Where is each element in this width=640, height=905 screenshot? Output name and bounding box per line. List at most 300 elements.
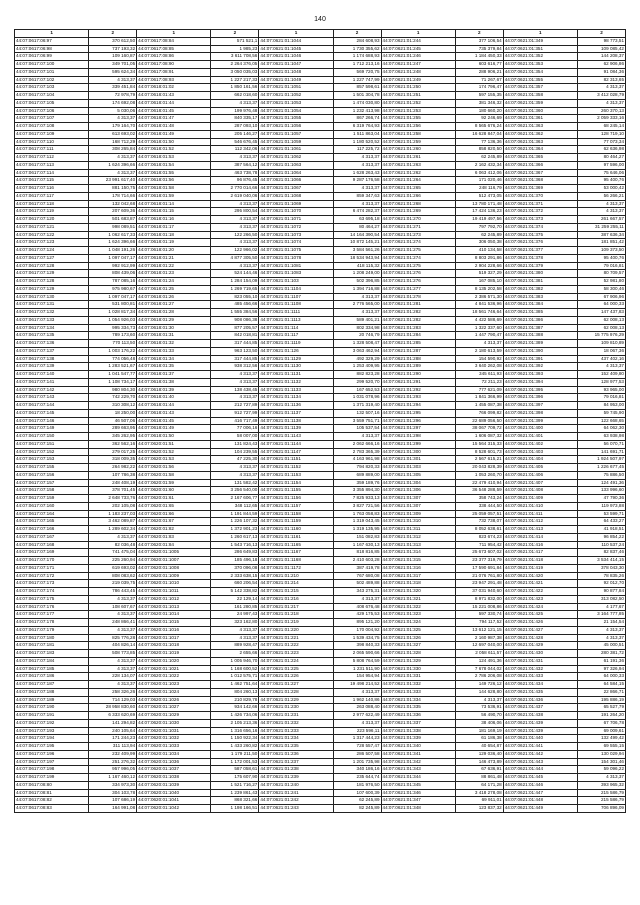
cadastral-value-cell: 3 462 089,87 bbox=[89, 518, 137, 526]
cadastral-number-cell: 44:07:0621:01:328 bbox=[381, 650, 455, 658]
cadastral-value-cell: 56 266,21 bbox=[577, 192, 625, 200]
cadastral-number-cell: 44:07:0620:01:67 bbox=[137, 518, 211, 526]
cadastral-number-cell: 44:07:0617:07:188 bbox=[15, 688, 89, 696]
cadastral-number-cell: 44:07:0617:07:165 bbox=[15, 518, 89, 526]
table-row bbox=[15, 45, 626, 53]
cadastral-value-cell: 128 719,10 bbox=[577, 130, 625, 138]
cadastral-number-cell: 44:07:0621:01:396 bbox=[503, 394, 577, 402]
cadastral-value-cell: 882 823,28 bbox=[333, 371, 381, 379]
cadastral-number-cell: 44:07:0618:01:15 bbox=[137, 208, 211, 216]
cadastral-value-cell: 4 313,37 bbox=[89, 665, 137, 673]
cadastral-value-cell: 2 059 333,16 bbox=[577, 115, 625, 123]
table-row bbox=[15, 332, 626, 340]
table-row bbox=[15, 456, 626, 464]
cadastral-number-cell: 44:07:0621:01:1154 bbox=[259, 479, 333, 487]
cadastral-value-cell: 345 262,95 bbox=[89, 433, 137, 441]
cadastral-number-cell: 44:07:0621:01:394 bbox=[503, 378, 577, 386]
table-row bbox=[15, 154, 626, 162]
cadastral-number-cell: 44:07:0621:01:255 bbox=[381, 115, 455, 123]
cadastral-value-cell: 2 619 040,06 bbox=[211, 192, 259, 200]
cadastral-value-cell: 144 628,80 bbox=[455, 688, 503, 696]
cadastral-number-cell: 44:07:0621:01:383 bbox=[503, 293, 577, 301]
cadastral-number-cell: 44:07:0621:01:1061 bbox=[259, 146, 333, 154]
cadastral-value-cell: 1 730 355,62 bbox=[333, 45, 381, 53]
cadastral-value-cell: 4 841 536,96 bbox=[455, 301, 503, 309]
cadastral-value-cell: 20 746,79 bbox=[333, 332, 381, 340]
cadastral-value-cell: 4 313,37 bbox=[89, 154, 137, 162]
cadastral-number-cell: 44:07:0621:01:432 bbox=[503, 665, 577, 673]
cadastral-value-cell: 14 164 390,54 bbox=[333, 231, 381, 239]
cadastral-number-cell: 44:07:0621:01:1108 bbox=[259, 301, 333, 309]
cadastral-number-cell: 44:07:0620:01:1040 bbox=[137, 789, 211, 797]
cadastral-number-cell: 44:07:0621:01:1044 bbox=[259, 37, 333, 45]
cadastral-value-cell: 1 763 058,83 bbox=[333, 510, 381, 518]
cadastral-value-cell: 22 129,14 bbox=[211, 595, 259, 603]
cadastral-value-cell: 248 866,41 bbox=[89, 619, 137, 627]
cadastral-value-cell: 210 829,78 bbox=[211, 696, 259, 704]
cadastral-number-cell: 44:07:0621:01:354 bbox=[503, 68, 577, 76]
cadastral-number-cell: 44:07:0621:01:294 bbox=[381, 402, 455, 410]
cadastral-number-cell: 44:07:0618:01:21 bbox=[137, 254, 211, 262]
cadastral-number-cell: 44:07:0621:01:414 bbox=[503, 533, 577, 541]
cadastral-number-cell: 44:07:0621:01:271 bbox=[381, 223, 455, 231]
cadastral-value-cell: 1 319 043,45 bbox=[333, 518, 381, 526]
cadastral-value-cell: 38 067 709,72 bbox=[455, 425, 503, 433]
cadastral-number-cell: 44:07:0617:07:184 bbox=[15, 657, 89, 665]
cadastral-number-cell: 44:07:0617:07:145 bbox=[15, 409, 89, 417]
cadastral-value-cell: 310 308,12 bbox=[89, 402, 137, 410]
table-row bbox=[15, 355, 626, 363]
cadastral-value-cell: 53 000,42 bbox=[577, 185, 625, 193]
cadastral-value-cell: 96 876,45 bbox=[211, 177, 259, 185]
cadastral-number-cell: 44:07:0617:08:86 bbox=[137, 53, 211, 61]
cadastral-value-cell: 786 443,45 bbox=[89, 588, 137, 596]
cadastral-number-cell: 44:07:0621:01:340 bbox=[381, 743, 455, 751]
cadastral-number-cell: 44:07:0617:07:160 bbox=[15, 502, 89, 510]
cadastral-value-cell: 8 135 202,58 bbox=[455, 285, 503, 293]
cadastral-value-cell: 3 412 028,79 bbox=[577, 92, 625, 100]
cadastral-number-cell: 44:07:0621:01:282 bbox=[381, 316, 455, 324]
cadastral-value-cell: 662 018,60 bbox=[211, 92, 259, 100]
cadastral-number-cell: 44:07:0621:01:437 bbox=[503, 704, 577, 712]
cadastral-number-cell: 44:07:0617:07:114 bbox=[15, 169, 89, 177]
cadastral-value-cell: 3 164 777,85 bbox=[577, 611, 625, 619]
cadastral-value-cell: 79 016,81 bbox=[577, 262, 625, 270]
cadastral-number-cell: 44:07:0618:01:54 bbox=[137, 161, 211, 169]
cadastral-number-cell: 44:07:0621:01:260 bbox=[381, 146, 455, 154]
cadastral-value-cell: 18 067,36 bbox=[577, 347, 625, 355]
cadastral-number-cell: 44:07:0621:01:398 bbox=[503, 409, 577, 417]
cadastral-number-cell: 44:07:0618:01:43 bbox=[137, 409, 211, 417]
cadastral-value-cell: 12 697 040,00 bbox=[455, 642, 503, 650]
cadastral-value-cell: 4 313,37 bbox=[211, 262, 259, 270]
cadastral-number-cell: 44:07:0621:01:235 bbox=[259, 743, 333, 751]
cadastral-value-cell: 141 294,82 bbox=[89, 719, 137, 727]
cadastral-number-cell: 44:07:0621:01:1056 bbox=[259, 123, 333, 131]
cadastral-number-cell: 44:07:0621:01:333 bbox=[381, 688, 455, 696]
cadastral-value-cell: 207 609,36 bbox=[89, 208, 137, 216]
cadastral-value-cell: 501 683,87 bbox=[89, 216, 137, 224]
cadastral-value-cell: 77 073,34 bbox=[577, 138, 625, 146]
cadastral-value-cell: 418 115,32 bbox=[333, 262, 381, 270]
cadastral-value-cell: 295 800,54 bbox=[211, 208, 259, 216]
cadastral-number-cell: 44:07:0617:07:173 bbox=[15, 580, 89, 588]
cadastral-value-cell: 223 596,11 bbox=[333, 727, 381, 735]
cadastral-value-cell: 96 854,22 bbox=[577, 533, 625, 541]
column-header: 1 bbox=[15, 30, 89, 38]
cadastral-number-cell: 44:07:0618:01:59 bbox=[137, 192, 211, 200]
table-row bbox=[15, 564, 626, 572]
cadastral-value-cell: 71 267,67 bbox=[455, 76, 503, 84]
cadastral-value-cell: 8 803 291,86 bbox=[455, 254, 503, 262]
cadastral-number-cell: 44:07:0621:01:341 bbox=[381, 750, 455, 758]
cadastral-number-cell: 44:07:0621:01:349 bbox=[503, 37, 577, 45]
cadastral-value-cell: 1 053 260,70 bbox=[455, 471, 503, 479]
cadastral-number-cell: 44:07:0621:01:377 bbox=[503, 247, 577, 255]
cadastral-value-cell: 122 668,65 bbox=[577, 417, 625, 425]
cadastral-value-cell: 4 313,37 bbox=[333, 433, 381, 441]
cadastral-number-cell: 44:07:0621:01:1072 bbox=[259, 223, 333, 231]
cadastral-number-cell: 44:07:0621:01:369 bbox=[503, 185, 577, 193]
cadastral-number-cell: 44:07:0620:01:1005 bbox=[137, 549, 211, 557]
cadastral-number-cell: 44:07:0620:01:1018 bbox=[137, 642, 211, 650]
cadastral-number-cell: 44:07:0617:07:191 bbox=[15, 712, 89, 720]
cadastral-number-cell: 44:07:0621:01:1074 bbox=[259, 239, 333, 247]
cadastral-value-cell: 531 800,81 bbox=[89, 301, 137, 309]
cadastral-number-cell: 44:07:0621:01:449 bbox=[503, 805, 577, 813]
cadastral-number-cell: 44:07:0621:01:258 bbox=[381, 130, 455, 138]
cadastral-value-cell: 998 089,51 bbox=[89, 223, 137, 231]
cadastral-number-cell: 44:07:0620:01:1027 bbox=[137, 704, 211, 712]
cadastral-number-cell: 44:07:0621:01:1078 bbox=[259, 254, 333, 262]
cadastral-number-cell: 44:07:0621:01:1063 bbox=[259, 161, 333, 169]
cadastral-number-cell: 44:07:0620:01:1023 bbox=[137, 681, 211, 689]
cadastral-number-cell: 44:07:0620:01:1038 bbox=[137, 774, 211, 782]
cadastral-value-cell: 1 924 507,97 bbox=[577, 456, 625, 464]
cadastral-number-cell: 44:07:0618:01:39 bbox=[137, 386, 211, 394]
cadastral-number-cell: 44:07:0618:01:27 bbox=[137, 301, 211, 309]
cadastral-number-cell: 44:07:0621:01:1051 bbox=[259, 84, 333, 92]
cadastral-number-cell: 44:07:0621:01:327 bbox=[381, 642, 455, 650]
cadastral-number-cell: 44:07:0621:01:1157 bbox=[259, 502, 333, 510]
cadastral-number-cell: 44:07:0621:01:1081 bbox=[259, 262, 333, 270]
cadastral-number-cell: 44:07:0621:01:117 bbox=[259, 332, 333, 340]
cadastral-number-cell: 44:07:0621:01:1047 bbox=[259, 61, 333, 69]
cadastral-number-cell: 44:07:0617:07:129 bbox=[15, 285, 89, 293]
cadastral-number-cell: 44:07:0621:01:221 bbox=[259, 634, 333, 642]
cadastral-number-cell: 44:07:0621:01:427 bbox=[503, 626, 577, 634]
cadastral-value-cell: 306 050,38 bbox=[455, 239, 503, 247]
cadastral-value-cell: 1 226 677,45 bbox=[577, 464, 625, 472]
cadastral-value-cell: 4 313,37 bbox=[333, 161, 381, 169]
cadastral-number-cell: 44:07:0621:01:1138 bbox=[259, 417, 333, 425]
cadastral-value-cell: 741 475,04 bbox=[89, 549, 137, 557]
cadastral-value-cell: 131 824,43 bbox=[211, 440, 259, 448]
cadastral-number-cell: 44:07:0621:01:433 bbox=[503, 673, 577, 681]
cadastral-number-cell: 44:07:0621:01:304 bbox=[381, 479, 455, 487]
cadastral-number-cell: 44:07:0620:01:1029 bbox=[137, 712, 211, 720]
cadastral-value-cell: 195 886,19 bbox=[577, 696, 625, 704]
cadastral-number-cell: 44:07:0620:01:1014 bbox=[137, 611, 211, 619]
cadastral-value-cell: 123 837,32 bbox=[455, 805, 503, 813]
cadastral-number-cell: 44:07:0621:01:301 bbox=[381, 456, 455, 464]
cadastral-value-cell: 3 534 414,15 bbox=[577, 557, 625, 565]
cadastral-value-cell: 387 419,78 bbox=[333, 564, 381, 572]
cadastral-value-cell: 4 313,37 bbox=[211, 471, 259, 479]
cadastral-value-cell: 313 082,50 bbox=[577, 595, 625, 603]
cadastral-number-cell: 44:07:0618:01:43 bbox=[137, 92, 211, 100]
cadastral-value-cell: 56 070,71 bbox=[577, 440, 625, 448]
cadastral-number-cell: 44:07:0621:01:320 bbox=[381, 588, 455, 596]
cadastral-number-cell: 44:07:0617:07:103 bbox=[15, 84, 89, 92]
table-row bbox=[15, 549, 626, 557]
cadastral-value-cell: 613 693,02 bbox=[89, 130, 137, 138]
cadastral-value-cell: 93 965,00 bbox=[577, 386, 625, 394]
cadastral-value-cell: 82 313,65 bbox=[577, 76, 625, 84]
column-header: 1 bbox=[381, 30, 455, 38]
cadastral-number-cell: 44:07:0621:01:345 bbox=[381, 781, 455, 789]
cadastral-value-cell: 168 712,29 bbox=[89, 138, 137, 146]
cadastral-value-cell: 82 245,89 bbox=[333, 805, 381, 813]
cadastral-number-cell: 44:07:0621:01:385 bbox=[503, 309, 577, 317]
cadastral-number-cell: 44:07:0621:01:311 bbox=[381, 526, 455, 534]
cadastral-value-cell: 2 162 432,34 bbox=[455, 161, 503, 169]
cadastral-value-cell: 75 886,50 bbox=[577, 471, 625, 479]
cadastral-number-cell: 44:07:0621:01:237 bbox=[259, 758, 333, 766]
table-row bbox=[15, 239, 626, 247]
cadastral-value-cell: 1 462 751,64 bbox=[211, 681, 259, 689]
cadastral-number-cell: 44:07:0617:07:139 bbox=[15, 363, 89, 371]
column-header: 2 bbox=[455, 30, 503, 38]
cadastral-value-cell: 225 260,94 bbox=[89, 557, 137, 565]
cadastral-value-cell: 3 611 708,56 bbox=[211, 53, 259, 61]
cadastral-number-cell: 44:07:0617:07:102 bbox=[15, 76, 89, 84]
cadastral-number-cell: 44:07:0620:01:1015 bbox=[137, 619, 211, 627]
cadastral-number-cell: 44:07:0618:01:53 bbox=[137, 154, 211, 162]
cadastral-value-cell: 359 189,76 bbox=[333, 479, 381, 487]
cadastral-number-cell: 44:07:0621:01:412 bbox=[503, 518, 577, 526]
cadastral-number-cell: 44:07:0617:07:140 bbox=[15, 371, 89, 379]
cadastral-value-cell: 393 965,32 bbox=[577, 781, 625, 789]
cadastral-value-cell: 109 085,42 bbox=[577, 45, 625, 53]
cadastral-number-cell: 44:07:0618:01:44 bbox=[137, 402, 211, 410]
cadastral-value-cell: 4 877 305,50 bbox=[211, 254, 259, 262]
cadastral-number-cell: 44:07:0621:01:275 bbox=[381, 262, 455, 270]
cadastral-value-cell: 4 313,37 bbox=[577, 634, 625, 642]
cadastral-number-cell: 44:07:0621:01:217 bbox=[259, 603, 333, 611]
cadastral-value-cell: 228 134,07 bbox=[89, 673, 137, 681]
column-header: 2 bbox=[211, 30, 259, 38]
table-row bbox=[15, 572, 626, 580]
cadastral-number-cell: 44:07:0621:01:318 bbox=[381, 580, 455, 588]
cadastral-value-cell: 1 371 319,40 bbox=[333, 402, 381, 410]
cadastral-value-cell: 1 319 135,95 bbox=[333, 526, 381, 534]
cadastral-number-cell: 44:07:0618:01:52 bbox=[137, 146, 211, 154]
cadastral-value-cell: 3 355 894,30 bbox=[333, 487, 381, 495]
cadastral-number-cell: 44:07:0621:01:1147 bbox=[259, 448, 333, 456]
cadastral-number-cell: 44:07:0621:01:360 bbox=[503, 107, 577, 115]
cadastral-number-cell: 44:07:0617:07:146 bbox=[15, 417, 89, 425]
cadastral-number-cell: 44:07:0621:01:268 bbox=[381, 200, 455, 208]
cadastral-value-cell: 97 326,94 bbox=[577, 665, 625, 673]
table-row bbox=[15, 657, 626, 665]
table-row bbox=[15, 278, 626, 286]
cadastral-number-cell: 44:07:0617:07:199 bbox=[15, 774, 89, 782]
cadastral-value-cell: 825 776,28 bbox=[89, 634, 137, 642]
cadastral-number-cell: 44:07:0621:01:338 bbox=[381, 727, 455, 735]
cadastral-number-cell: 44:07:0621:01:1083 bbox=[259, 270, 333, 278]
cadastral-value-cell: 589 401,21 bbox=[333, 316, 381, 324]
cadastral-value-cell: 1 394 716,88 bbox=[333, 285, 381, 293]
cadastral-value-cell: 1 322 337,60 bbox=[455, 324, 503, 332]
cadastral-value-cell: 524 144,46 bbox=[211, 270, 259, 278]
table-row bbox=[15, 402, 626, 410]
cadastral-number-cell: 44:07:0620:01:1007 bbox=[137, 557, 211, 565]
cadastral-value-cell: 107 600,39 bbox=[333, 789, 381, 797]
cadastral-value-cell: 161 280,85 bbox=[211, 603, 259, 611]
cadastral-number-cell: 44:07:0621:01:429 bbox=[503, 642, 577, 650]
cadastral-value-cell: 2 786 206,08 bbox=[455, 673, 503, 681]
cadastral-number-cell: 44:07:0621:01:126 bbox=[259, 347, 333, 355]
cadastral-value-cell: 4 313,37 bbox=[577, 84, 625, 92]
cadastral-value-cell: 80 464,27 bbox=[577, 154, 625, 162]
cadastral-value-cell: 387 564,12 bbox=[211, 161, 259, 169]
cadastral-value-cell: 1 253 409,95 bbox=[333, 363, 381, 371]
cadastral-value-cell: 1 167 630,13 bbox=[333, 541, 381, 549]
cadastral-value-cell: 4 177,67 bbox=[577, 603, 625, 611]
cadastral-number-cell: 44:07:0621:01:314 bbox=[381, 549, 455, 557]
cadastral-number-cell: 44:07:0621:01:1104 bbox=[259, 285, 333, 293]
cadastral-value-cell: 52 981,80 bbox=[577, 278, 625, 286]
cadastral-value-cell: 338 444,50 bbox=[455, 502, 503, 510]
cadastral-value-cell: 895 121,20 bbox=[333, 619, 381, 627]
cadastral-number-cell: 44:07:0621:01:440 bbox=[503, 735, 577, 743]
table-row bbox=[15, 766, 626, 774]
cadastral-number-cell: 44:07:0617:07:177 bbox=[15, 611, 89, 619]
cadastral-number-cell: 44:07:0621:01:1167 bbox=[259, 549, 333, 557]
cadastral-number-cell: 44:07:0621:01:423 bbox=[503, 595, 577, 603]
cadastral-number-cell: 44:07:0621:01:447 bbox=[503, 789, 577, 797]
cadastral-value-cell: 1 028 817,34 bbox=[89, 309, 137, 317]
cadastral-number-cell: 44:07:0621:01:103 bbox=[259, 278, 333, 286]
cadastral-value-cell: 912 727,99 bbox=[211, 409, 259, 417]
cadastral-value-cell: 1 712 213,16 bbox=[333, 61, 381, 69]
cadastral-number-cell: 44:07:0617:07:112 bbox=[15, 154, 89, 162]
cadastral-number-cell: 44:07:0617:07:143 bbox=[15, 394, 89, 402]
cadastral-number-cell: 44:07:0620:01:1020 bbox=[137, 657, 211, 665]
cadastral-number-cell: 44:07:0617:07:117 bbox=[15, 192, 89, 200]
cadastral-value-cell: 362 562,16 bbox=[89, 440, 137, 448]
cadastral-value-cell: 62 245,89 bbox=[455, 231, 503, 239]
cadastral-number-cell: 44:07:0621:01:391 bbox=[503, 355, 577, 363]
cadastral-value-cell: 171 020,46 bbox=[455, 177, 503, 185]
cadastral-value-cell: 108 607,67 bbox=[89, 603, 137, 611]
cadastral-number-cell: 44:07:0621:01:232 bbox=[259, 719, 333, 727]
cadastral-value-cell: 3 050 035,03 bbox=[211, 68, 259, 76]
cadastral-number-cell: 44:07:0620:01:1034 bbox=[137, 750, 211, 758]
table-row bbox=[15, 696, 626, 704]
table-row bbox=[15, 371, 626, 379]
cadastral-number-cell: 44:07:0617:07:110 bbox=[15, 138, 89, 146]
cadastral-value-cell: 69 009,61 bbox=[577, 727, 625, 735]
cadastral-value-cell: 1 850 161,56 bbox=[211, 84, 259, 92]
cadastral-number-cell: 44:07:0621:01:1143 bbox=[259, 433, 333, 441]
cadastral-number-cell: 44:07:0618:01:17 bbox=[137, 223, 211, 231]
table-row bbox=[15, 200, 626, 208]
cadastral-value-cell: 288 906,21 bbox=[455, 68, 503, 76]
cadastral-value-cell: 1 108 734,17 bbox=[89, 378, 137, 386]
cadastral-number-cell: 44:07:0621:01:231 bbox=[259, 712, 333, 720]
cadastral-value-cell: 4 313,37 bbox=[211, 154, 259, 162]
cadastral-value-cell: 378 701,45 bbox=[89, 487, 137, 495]
cadastral-value-cell: 286 507,58 bbox=[333, 750, 381, 758]
cadastral-number-cell: 44:07:0621:01:256 bbox=[381, 123, 455, 131]
cadastral-number-cell: 44:07:0618:01:40 bbox=[137, 394, 211, 402]
cadastral-value-cell: 2 180 613,59 bbox=[455, 347, 503, 355]
cadastral-number-cell: 44:07:0621:01:315 bbox=[381, 557, 455, 565]
cadastral-value-cell: 22 479 410,94 bbox=[455, 479, 503, 487]
cadastral-number-cell: 44:07:0617:07:157 bbox=[15, 479, 89, 487]
table-row bbox=[15, 425, 626, 433]
cadastral-number-cell: 44:07:0617:07:109 bbox=[15, 130, 89, 138]
cadastral-value-cell: 485 456,66 bbox=[211, 301, 259, 309]
cadastral-value-cell: 840 335,17 bbox=[211, 115, 259, 123]
cadastral-value-cell: 378 043,30 bbox=[577, 564, 625, 572]
cadastral-value-cell: 25 059 057,51 bbox=[455, 510, 503, 518]
cadastral-value-cell: 2 167 606,77 bbox=[211, 495, 259, 503]
cadastral-number-cell: 44:07:0621:01:413 bbox=[503, 526, 577, 534]
cadastral-number-cell: 44:07:0618:01:31 bbox=[137, 332, 211, 340]
cadastral-value-cell: 78 835,26 bbox=[577, 572, 625, 580]
cadastral-number-cell: 44:07:0617:07:121 bbox=[15, 223, 89, 231]
table-row bbox=[15, 76, 626, 84]
cadastral-number-cell: 44:07:0617:07:187 bbox=[15, 681, 89, 689]
cadastral-number-cell: 44:07:0620:01:52 bbox=[137, 448, 211, 456]
cadastral-number-cell: 44:07:0621:01:344 bbox=[381, 774, 455, 782]
cadastral-number-cell: 44:07:0617:08:80 bbox=[15, 781, 89, 789]
cadastral-value-cell: 37 031 940,60 bbox=[455, 588, 503, 596]
cadastral-value-cell: 46 507,06 bbox=[89, 417, 137, 425]
cadastral-value-cell: 16 628 847,04 bbox=[455, 130, 503, 138]
cadastral-value-cell: 1 841 366,99 bbox=[455, 394, 503, 402]
cadastral-value-cell: 794 117,52 bbox=[455, 619, 503, 627]
cadastral-value-cell: 308 265,84 bbox=[89, 146, 137, 154]
cadastral-number-cell: 44:07:0617:07:129 bbox=[15, 270, 89, 278]
cadastral-number-cell: 44:07:0621:01:265 bbox=[381, 185, 455, 193]
cadastral-value-cell: 6 319 764,93 bbox=[333, 123, 381, 131]
cadastral-number-cell: 44:07:0621:01:357 bbox=[503, 84, 577, 92]
cadastral-number-cell: 44:07:0621:01:441 bbox=[503, 743, 577, 751]
cadastral-number-cell: 44:07:0618:01:20 bbox=[137, 247, 211, 255]
cadastral-value-cell: 17 590 691,84 bbox=[455, 564, 503, 572]
cadastral-value-cell: 377 106,54 bbox=[455, 37, 503, 45]
cadastral-value-cell: 508 773,85 bbox=[89, 650, 137, 658]
table-row bbox=[15, 479, 626, 487]
cadastral-value-cell: 62 636,98 bbox=[577, 146, 625, 154]
table-row bbox=[15, 285, 626, 293]
cadastral-value-cell: 2 904 228,66 bbox=[455, 262, 503, 270]
cadastral-number-cell: 44:07:0617:07:144 bbox=[15, 402, 89, 410]
cadastral-number-cell: 44:07:0621:01:220 bbox=[259, 626, 333, 634]
cadastral-value-cell: 1 269 719,65 bbox=[211, 285, 259, 293]
cadastral-value-cell: 1 097 047,17 bbox=[89, 254, 137, 262]
cadastral-value-cell: 1 474 030,80 bbox=[333, 99, 381, 107]
cadastral-value-cell: 4 313,37 bbox=[211, 378, 259, 386]
cadastral-value-cell: 2 770 014,66 bbox=[211, 185, 259, 193]
cadastral-number-cell: 44:07:0621:01:233 bbox=[259, 727, 333, 735]
table-row bbox=[15, 510, 626, 518]
cadastral-number-cell: 44:07:0617:07:136 bbox=[15, 340, 89, 348]
